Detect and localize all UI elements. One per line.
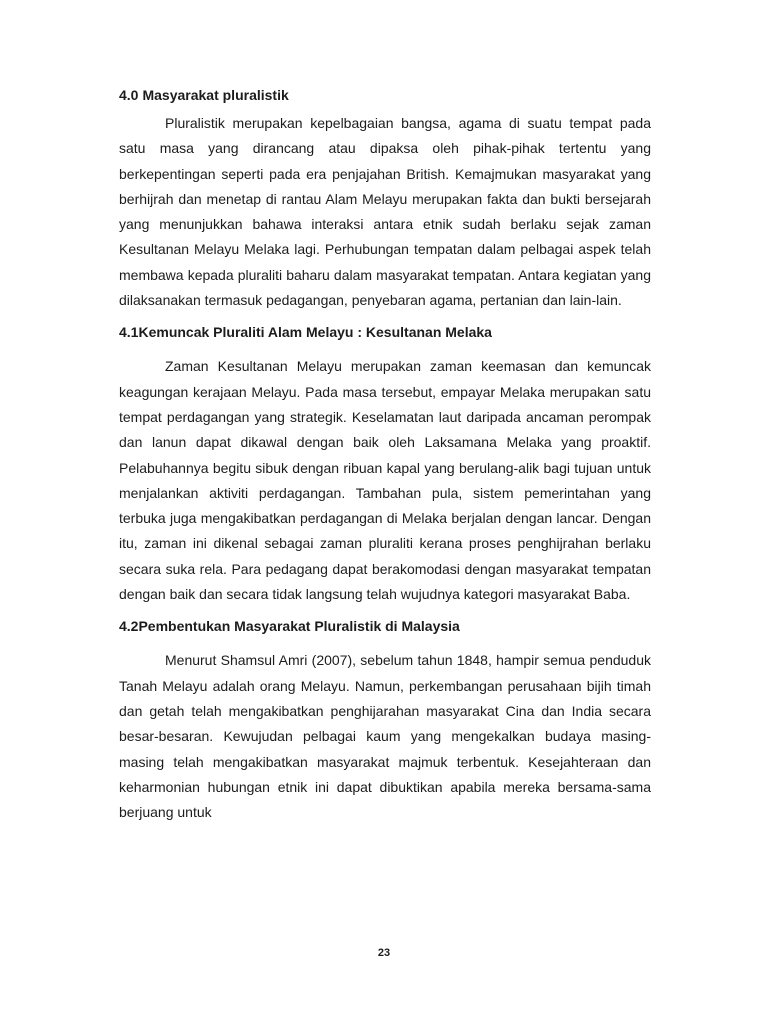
section-4-0: [119, 85, 651, 313]
section-heading: [119, 616, 651, 636]
section-4-2: [119, 616, 651, 825]
section-4-1: [119, 322, 651, 607]
section-paragraph: Menurut Shamsul Amri (2007), sebelum tahun 1848, hampir semua penduduk Tanah Melayu adalah orang Melayu. Namun, perkembangan perusahaan bijih timah dan getah telah mengakibatkan penghijarahan masyarakat Cina dan India secara besar-besaran. Kewujudan pelbagai kaum yang mengekalkan budaya masing-masing telah mengakibatkan masyarakat majmuk terbentuk. Kesejahteraan dan keharmonian hubungan etnik ini dapat dibuktikan apabila mereka bersama-sama berjuang untuk: [119, 652, 651, 821]
section-paragraph: Pluralistik merupakan kepelbagaian bangsa, agama di suatu tempat pada satu masa yang dirancang atau dipaksa oleh pihak-pihak tertentu yang berkepentingan seperti pada era penjajahan British. Kemajmukan masyarakat yang berhijrah dan menetap di rantau Alam Melayu merupakan fakta dan bukti bersejarah yang menunjukkan bahawa interaksi antara etnik sudah berlaku sejak zaman Kesultanan Melayu Melaka lagi. Perhubungan tempatan dalam pelbagai aspek telah membawa kepada pluraliti baharu dalam masyarakat tempatan. Antara kegiatan yang dilaksanakan termasuk pedagangan, penyebaran agama, pertanian dan lain-lain.: [119, 115, 651, 309]
page-content: [119, 85, 651, 834]
section-number: 4.2: [119, 618, 139, 635]
section-number: 4.0: [119, 87, 139, 103]
section-paragraph: Zaman Kesultanan Melayu merupakan zaman keemasan dan kemuncak keagungan kerajaan Melayu. Pada masa tersebut, empayar Melaka merupakan satu tempat perdagangan yang strategik. Keselamatan laut daripada ancaman perompak dan lanun dapat dikawal dengan baik oleh Laksamana Melaka yang proaktif. Pelabuhannya begitu sibuk dengan ribuan kapal yang berulang-alik bagi tujuan untuk menjalankan aktiviti perdagangan. Tambahan pula, sistem pemerintahan yang terbuka juga mengakibatkan perdagangan di Melaka berjalan dengan lancar. Dengan itu, zaman ini dikenal sebagai zaman pluraliti kerana proses penghijrahan berlaku secara suka rela. Para pedagang dapat berakomodasi dengan masyarakat tempatan dengan baik dan secara tidak langsung telah wujudnya kategori masyarakat Baba.: [119, 358, 651, 603]
section-title: Pembentukan Masyarakat Pluralistik di Malaysia: [138, 618, 460, 635]
section-heading: [119, 85, 651, 105]
section-number: 4.1: [119, 324, 139, 341]
page-number: 23: [377, 947, 391, 959]
section-title: Kemuncak Pluraliti Alam Melayu : Kesultanan Melaka: [138, 324, 492, 341]
section-title: Masyarakat pluralistik: [142, 87, 289, 103]
section-heading: [119, 322, 651, 342]
